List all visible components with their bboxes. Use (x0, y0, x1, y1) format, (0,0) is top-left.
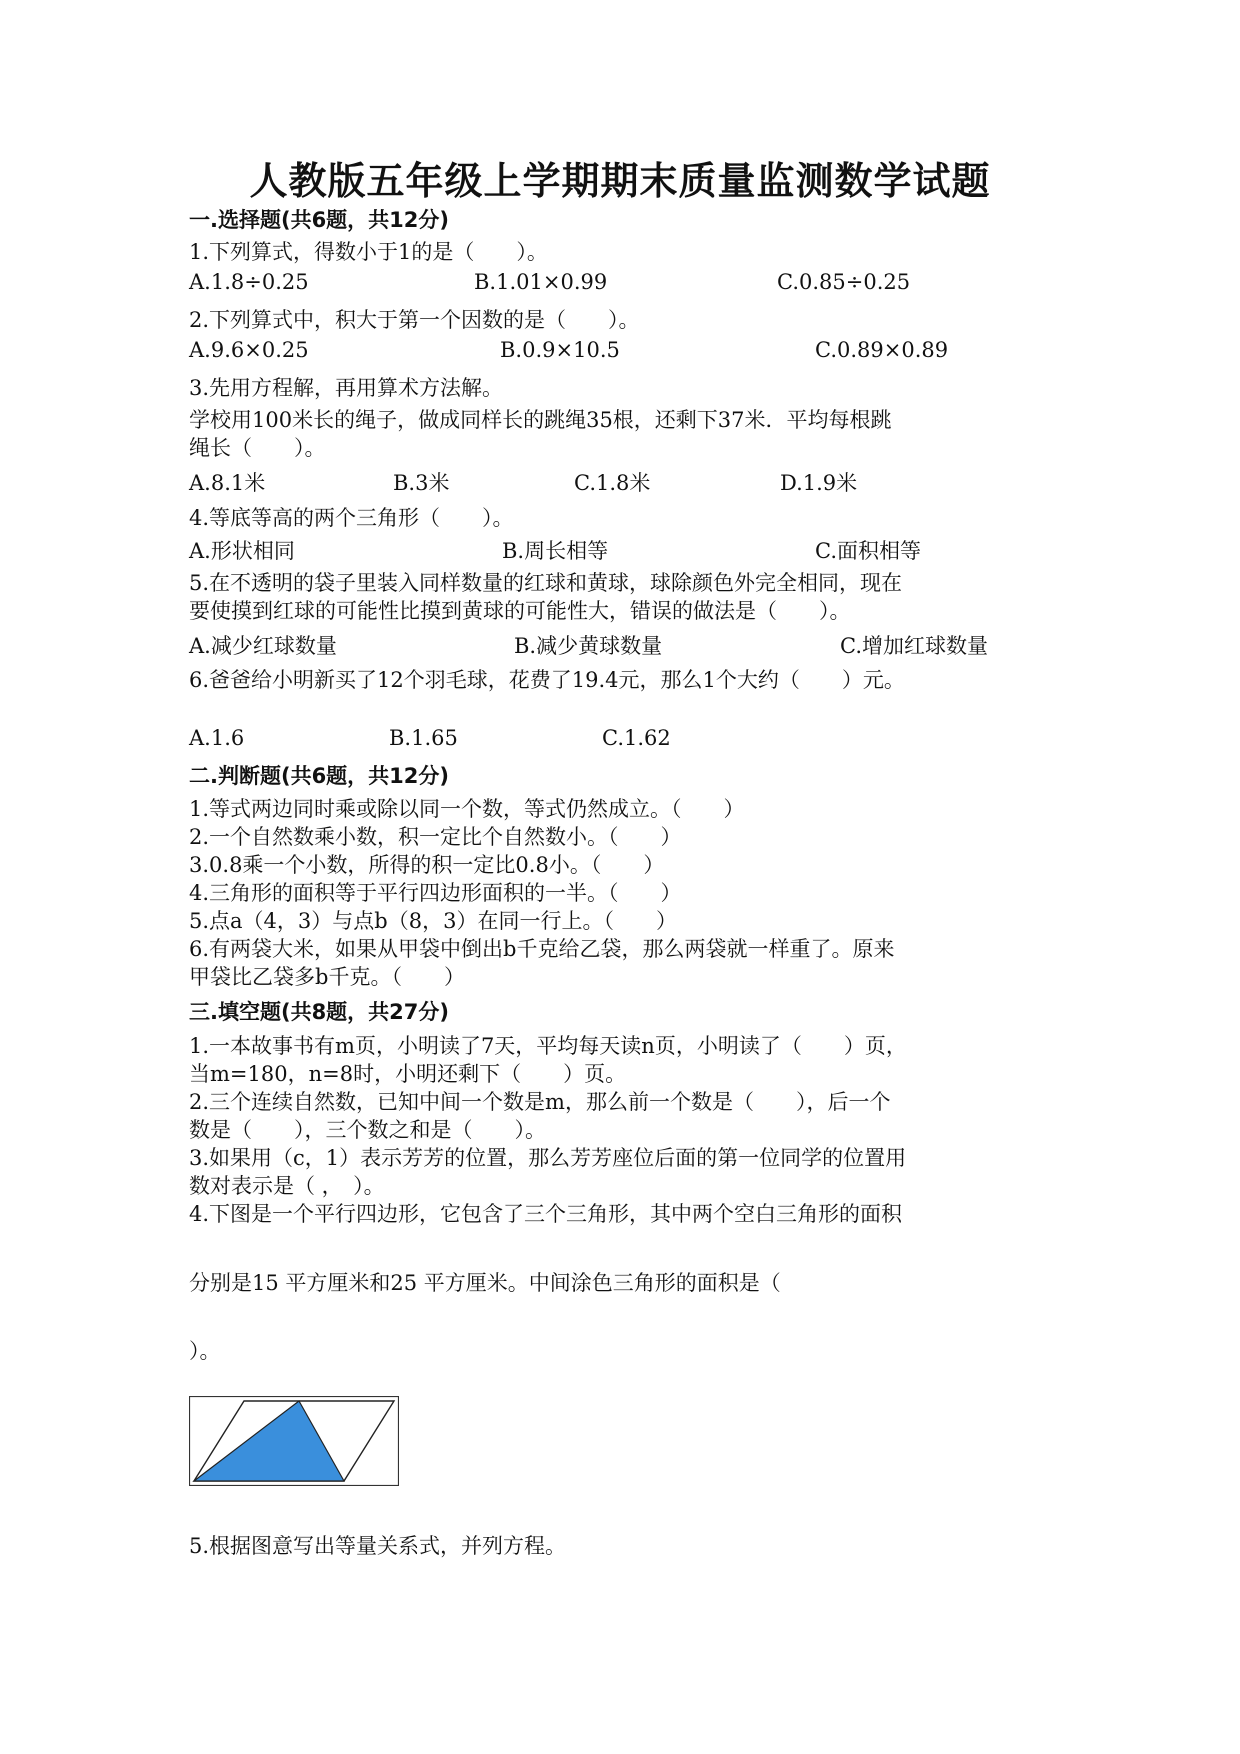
fill-line-4: 数是（ ），三个数之和是（ ）。 (189, 1118, 546, 1142)
judge-item-6-cont: 甲袋比乙袋多b千克。（ ） (189, 965, 465, 989)
q3-option-c: C.1.8米 (574, 471, 651, 495)
judge-item-2: 2.一个自然数乘小数，积一定比个自然数小。（ ） (189, 825, 682, 849)
judge-item-6: 6.有两袋大米，如果从甲袋中倒出b千克给乙袋，那么两袋就一样重了。原来 (189, 937, 895, 961)
q5-option-c: C.增加红球数量 (840, 634, 988, 658)
page-title: 人教版五年级上学期期末质量监测数学试题 (249, 159, 991, 203)
fill-line-7: 4.下图是一个平行四边形，它包含了三个三角形，其中两个空白三角形的面积 (189, 1202, 903, 1226)
fill-line-3: 2.三个连续自然数，已知中间一个数是m，那么前一个数是（ ），后一个 (189, 1090, 891, 1114)
fill-line-1: 1.一本故事书有m页，小明读了7天，平均每天读n页，小明读了（ ）页， (189, 1034, 907, 1058)
q2-option-a: A.9.6×0.25 (189, 338, 309, 362)
q3-text-line2: 绳长（ ）。 (189, 436, 326, 460)
q2-stem: 2.下列算式中，积大于第一个因数的是（ ）。 (189, 308, 640, 332)
q1-option-c: C.0.85÷0.25 (777, 270, 911, 294)
q5-option-a: A.减少红球数量 (189, 634, 337, 658)
fill-q4-cont-1: 分别是15 平方厘米和25 平方厘米。中间涂色三角形的面积是（ (189, 1271, 781, 1295)
section-heading-fill: 三.填空题(共8题，共27分) (189, 1000, 450, 1024)
q2-option-c: C.0.89×0.89 (815, 338, 949, 362)
q4-stem: 4.等底等高的两个三角形（ ）。 (189, 506, 514, 530)
fill-line-6: 数对表示是（ ， ）。 (189, 1174, 385, 1198)
judge-item-3: 3.0.8乘一个小数，所得的积一定比0.8小。（ ） (189, 853, 665, 877)
q4-option-b: B.周长相等 (502, 539, 609, 563)
q6-option-b: B.1.65 (389, 726, 458, 750)
q6-option-a: A.1.6 (189, 726, 245, 750)
section-heading-choice: 一.选择题(共6题，共12分) (189, 208, 450, 232)
section-heading-judge: 二.判断题(共6题，共12分) (189, 764, 450, 788)
q3-option-b: B.3米 (393, 471, 450, 495)
judge-item-1: 1.等式两边同时乘或除以同一个数，等式仍然成立。（ ） (189, 797, 745, 821)
q1-option-b: B.1.01×0.99 (474, 270, 608, 294)
q1-option-a: A.1.8÷0.25 (189, 270, 309, 294)
q4-option-c: C.面积相等 (815, 539, 921, 563)
fill-q4-cont-2: ）。 (189, 1339, 221, 1363)
judge-item-5: 5.点a（4，3）与点b（8，3）在同一行上。（ ） (189, 909, 677, 933)
judge-item-4: 4.三角形的面积等于平行四边形面积的一半。（ ） (189, 881, 682, 905)
q5-option-b: B.减少黄球数量 (514, 634, 663, 658)
fill-line-5: 3.如果用（c，1）表示芳芳的位置，那么芳芳座位后面的第一位同学的位置用 (189, 1146, 907, 1170)
q1-stem: 1.下列算式，得数小于1的是（ ）。 (189, 240, 548, 264)
q4-option-a: A.形状相同 (189, 539, 295, 563)
parallelogram-figure (189, 1396, 399, 1486)
q6-stem: 6.爸爸给小明新买了12个羽毛球，花费了19.4元，那么1个大约（ ）元。 (189, 668, 905, 692)
q3-option-d: D.1.9米 (780, 471, 858, 495)
q5-text-line1: 5.在不透明的袋子里装入同样数量的红球和黄球，球除颜色外完全相同，现在 (189, 571, 903, 595)
q3-option-a: A.8.1米 (189, 471, 266, 495)
q3-stem: 3.先用方程解，再用算术方法解。 (189, 376, 504, 400)
q5-text-line2: 要使摸到红球的可能性比摸到黄球的可能性大，错误的做法是（ ）。 (189, 599, 851, 623)
q2-option-b: B.0.9×10.5 (500, 338, 620, 362)
q6-option-c: C.1.62 (602, 726, 671, 750)
fill-q5: 5.根据图意写出等量关系式，并列方程。 (189, 1534, 567, 1558)
fill-line-2: 当m=180，n=8时，小明还剩下（ ）页。 (189, 1062, 627, 1086)
q3-text-line1: 学校用100米长的绳子，做成同样长的跳绳35根，还剩下37米．平均每根跳 (189, 408, 892, 432)
